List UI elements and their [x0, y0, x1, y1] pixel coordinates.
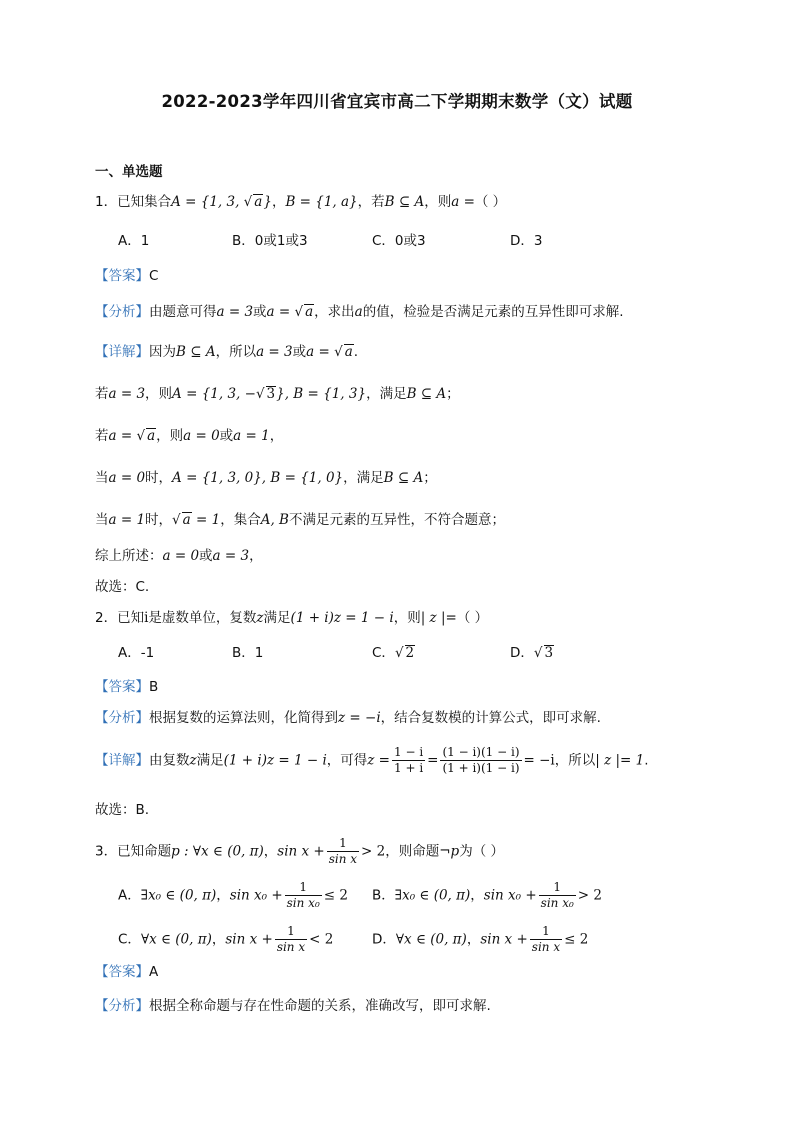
q1-option-a: A．1: [118, 233, 150, 249]
q2-stem-text: 2．已知: [95, 610, 145, 626]
q3-option-a-den: sin x₀: [286, 896, 320, 910]
q3-option-a: [118, 880, 348, 911]
q3-option-d-fraction: [530, 924, 562, 955]
q2-detail-text-2: 满足: [196, 752, 224, 769]
q3-answer-value: A: [149, 964, 159, 980]
q1-summary-eq2: a = 3: [212, 548, 250, 564]
q1-case2-eq3: a = 1: [233, 428, 270, 444]
q2-analysis: [95, 708, 601, 728]
q1-case3-text: 当: [95, 470, 109, 486]
q3-option-c-quant: ∀x ∈ (0, π): [140, 931, 212, 948]
sqrt-icon: √: [136, 428, 146, 444]
q2-absz: | z |=: [420, 610, 457, 626]
section-heading: 一、单选题: [95, 164, 163, 180]
q3-option-d-label: D．: [372, 931, 396, 948]
q2-analysis-eq: z = −i: [338, 710, 381, 726]
q2-fraction-2-num: (1 − i)(1 − i): [442, 745, 520, 759]
q1-detail-eq1: a = 3: [256, 344, 293, 360]
q1-case-1: [95, 384, 460, 404]
q3-expr: sin x +: [277, 843, 325, 860]
q1-detail-subset: B ⊆ A: [176, 344, 216, 360]
q1-case4-text: 当: [95, 512, 109, 528]
q1-stem: [95, 192, 506, 212]
q1-option-c: C．0或3: [372, 233, 426, 249]
q3-fraction-den: sin x: [328, 852, 358, 866]
q2-fraction-1: [392, 745, 425, 776]
q3-option-b-quant: ∃x₀ ∈ (0, π): [394, 887, 471, 904]
q1-option-b: B．0或1或3: [232, 233, 308, 249]
q3-option-a-sep: ，: [216, 887, 230, 904]
q3-option-a-label: A．: [118, 887, 141, 904]
q2-fraction-1-num: 1 − i: [394, 745, 424, 759]
q2-analysis-text: 根据复数的运算法则，化简得到: [149, 710, 338, 726]
q1-case4-text-2: 时，: [145, 512, 173, 528]
q1-detail: [95, 342, 358, 362]
q1-set-b: B = {1, a}: [285, 194, 358, 210]
answer-label: 【答案】: [95, 964, 149, 980]
q1-choose: 故选：C.: [95, 579, 150, 595]
q1-detail-text: 因为: [149, 344, 176, 360]
q2-answer-value: B: [149, 679, 159, 695]
q3-option-d-num: 1: [530, 924, 562, 940]
q2-option-d-label: D．: [510, 645, 534, 661]
q2-option-d-value: 3: [544, 645, 554, 661]
sqrt-icon: √: [294, 304, 304, 320]
q2-detail-text: 由复数: [149, 752, 190, 769]
q3-option-c-label: C．: [118, 931, 141, 948]
q1-case-4: [95, 510, 505, 530]
q1-sep: ，: [271, 194, 286, 210]
q3-stem-sep: ，: [263, 843, 278, 860]
q3-option-d-sep: ，: [466, 931, 481, 948]
q1-detail-or: 或: [292, 344, 307, 360]
q3-option-d-expr: sin x +: [480, 931, 528, 948]
q2-choose: 故选：B.: [95, 802, 150, 818]
q2-result: = −i: [523, 752, 555, 769]
q2-stem: [95, 608, 488, 628]
q1-detail-sqrt: a: [344, 344, 353, 360]
sqrt-icon: √: [533, 645, 543, 661]
q2-i: i: [144, 610, 149, 626]
q3-option-c-fraction: [275, 924, 307, 955]
detail-label: 【详解】: [95, 752, 149, 769]
q3-option-b-expr: sin x₀ +: [483, 887, 537, 904]
q1-option-d: D．3: [510, 233, 543, 249]
q3-option-b-rel: > 2: [577, 887, 602, 904]
q1-case2-text: 若: [95, 428, 109, 444]
q3-option-c-num: 1: [275, 924, 307, 940]
q1-case4-text-4: 不满足元素的互异性，不符合题意；: [288, 512, 505, 528]
q1-case2-or: 或: [219, 428, 234, 444]
sqrt-icon: √: [334, 344, 343, 360]
q1-analysis: [95, 302, 624, 322]
q1-stem-text-3: ，则: [424, 194, 452, 210]
q2-option-c: [372, 643, 415, 663]
q3-analysis: [95, 996, 491, 1016]
q2-detail-z: z: [189, 752, 197, 769]
q2-answer: [95, 677, 158, 697]
q3-option-a-quant: ∃x₀ ∈ (0, π): [140, 887, 217, 904]
q1-analysis-or: 或: [253, 304, 267, 320]
q3-option-a-rel: ≤ 2: [323, 887, 348, 904]
q2-blank: （ ）: [456, 610, 489, 626]
q1-case1-sqrt: 3: [266, 386, 276, 402]
q1-set-a: A = {1, 3,: [171, 194, 244, 210]
q1-sqrt-a: a: [254, 194, 263, 210]
q2-detail-z2: z =: [367, 752, 390, 769]
q3-analysis-text: 根据全称命题与存在性命题的关系，准确改写，即可求解.: [149, 998, 491, 1014]
q3-option-d-rel: ≤ 2: [564, 931, 589, 948]
q3-option-c: [118, 924, 333, 955]
q1-summary: [95, 546, 263, 566]
q3-rel: > 2: [361, 843, 386, 860]
q1-case3-eq: a = 0: [108, 470, 146, 486]
q1-ask: a =: [451, 194, 475, 210]
q2-option-b: B．1: [232, 645, 264, 661]
q3-option-c-sep: ，: [211, 931, 226, 948]
q1-detail-eq2: a =: [306, 344, 335, 360]
q2-detail-text-4: ，所以: [554, 752, 596, 769]
q1-case2-text-2: ，则: [156, 428, 184, 444]
q1-case3-subset: B ⊆ A: [383, 470, 424, 486]
q1-case2-end: ，: [269, 428, 284, 444]
q2-option-c-value: 2: [405, 645, 415, 661]
q1-case1-sets-2: }, B = {1, 3}: [276, 386, 367, 402]
q1-subset: B ⊆ A: [384, 194, 425, 210]
q1-summary-eq1: a = 0: [162, 548, 200, 564]
q1-case1-subset: B ⊆ A: [406, 386, 447, 402]
page-title: 2022-2023学年四川省宜宾市高二下学期期末数学（文）试题: [161, 92, 633, 111]
q2-option-a: A．-1: [118, 645, 155, 661]
q3-option-b: [372, 880, 602, 911]
q1-case3-text-2: 时，: [145, 470, 173, 486]
answer-label: 【答案】: [95, 679, 149, 695]
q1-case-2: [95, 426, 283, 446]
q1-case4-sqrt: a: [182, 512, 191, 528]
q1-case3-sets: A = {1, 3, 0}, B = {1, 0}: [172, 470, 344, 486]
q3-prop: p : ∀x ∈ (0, π): [171, 843, 264, 860]
q3-stem-text: 3．已知命题: [95, 843, 172, 860]
q3-option-c-rel: < 2: [309, 931, 334, 948]
q3-stem-text-3: ，则命题: [385, 843, 440, 860]
q3-option-c-den: sin x: [276, 940, 306, 954]
q1-detail-end: .: [353, 344, 359, 360]
q1-analysis-var: a: [354, 304, 363, 320]
q3-option-b-fraction: [539, 880, 576, 911]
sqrt-icon: √: [255, 386, 265, 402]
q1-blank: （ ）: [474, 194, 507, 210]
q1-case3-end: ；: [423, 470, 437, 486]
q1-summary-end: ，: [249, 548, 263, 564]
q2-detail-text-3: ，可得: [326, 752, 368, 769]
q2-stem-text-4: ，则: [393, 610, 421, 626]
q2-detail-end: .: [644, 752, 649, 769]
q3-option-a-num: 1: [285, 880, 322, 896]
q1-detail-text-2: ，所以: [215, 344, 257, 360]
q1-case2-eq2: a = 0: [183, 428, 220, 444]
q3-option-d-quant: ∀x ∈ (0, π): [395, 931, 467, 948]
q1-case2-sqrt: a: [147, 428, 156, 444]
q1-summary-or: 或: [199, 548, 213, 564]
q3-option-c-expr: sin x +: [225, 931, 273, 948]
q3-option-b-num: 1: [539, 880, 576, 896]
q1-case4-ab: A, B: [260, 512, 289, 528]
q1-case1-text: 若: [95, 386, 109, 402]
q1-case4-text-3: ，集合: [220, 512, 261, 528]
q3-stem: [95, 836, 504, 867]
sqrt-icon: √: [243, 194, 253, 210]
q3-option-b-den: sin x₀: [540, 896, 574, 910]
q2-detail: [95, 745, 649, 776]
q2-detail-abs: | z |= 1: [595, 752, 645, 769]
q3-option-b-label: B．: [372, 887, 395, 904]
q3-neg: ¬p: [439, 843, 460, 860]
q1-case-3: [95, 468, 437, 488]
detail-label: 【详解】: [95, 344, 149, 360]
q1-case3-text-3: ，满足: [343, 470, 384, 486]
q1-summary-text: 综上所述：: [95, 548, 163, 564]
q2-fraction-2-den: (1 + i)(1 − i): [442, 761, 520, 775]
q3-option-a-fraction: [285, 880, 322, 911]
analysis-label: 【分析】: [95, 304, 149, 320]
q1-answer: [95, 266, 158, 286]
q1-stem-text: 1．已知集合: [95, 194, 172, 210]
q1-analysis-sqrt: a: [305, 304, 314, 320]
q2-option-d: [510, 643, 554, 663]
q1-analysis-eq2: a =: [266, 304, 295, 320]
q2-eq: (1 + i)z = 1 − i: [290, 610, 394, 626]
q1-analysis-text-2: ，求出: [314, 304, 355, 320]
answer-label: 【答案】: [95, 268, 149, 284]
sqrt-icon: √: [172, 512, 181, 528]
q2-analysis-text-2: ，结合复数模的计算公式，即可求解.: [380, 710, 601, 726]
q3-answer: [95, 962, 158, 982]
q1-stem-text-2: ，若: [357, 194, 385, 210]
q1-case1-text-2: ，则: [145, 386, 173, 402]
q2-stem-text-3: 满足: [263, 610, 291, 626]
analysis-label: 【分析】: [95, 998, 149, 1014]
q1-case4-eq2: = 1: [191, 512, 221, 528]
q1-case1-text-3: ，满足: [366, 386, 407, 402]
q2-detail-eq: (1 + i)z = 1 − i: [223, 752, 327, 769]
q3-option-d-den: sin x: [531, 940, 561, 954]
q2-fraction-2: [440, 745, 521, 776]
q2-fraction-1-den: 1 + i: [394, 761, 424, 775]
q3-blank: 为（ ）: [459, 843, 505, 860]
q1-set-a-end: }: [263, 194, 272, 210]
q3-option-b-sep: ，: [470, 887, 484, 904]
sqrt-icon: √: [394, 645, 404, 661]
q1-case1-sets: A = {1, 3,: [172, 386, 245, 402]
q3-fraction-num: 1: [327, 836, 359, 852]
q2-z: z: [256, 610, 264, 626]
q1-analysis-text-3: 的值，检验是否满足元素的互异性即可求解.: [362, 304, 624, 320]
q3-option-d: [372, 924, 588, 955]
q2-stem-text-2: 是虚数单位，复数: [148, 610, 257, 626]
q3-fraction: [327, 836, 359, 867]
q2-eqsign: =: [427, 752, 439, 769]
q3-option-a-expr: sin x₀ +: [229, 887, 283, 904]
q1-answer-value: C: [149, 268, 159, 284]
q2-option-c-label: C．: [372, 645, 395, 661]
q1-case2-eq: a =: [108, 428, 137, 444]
q1-case1-neg: −: [244, 386, 256, 402]
q1-case1-end: ；: [446, 386, 460, 402]
q1-case1-eq: a = 3: [108, 386, 146, 402]
q1-analysis-eq1: a = 3: [216, 304, 254, 320]
q1-case4-eq: a = 1: [108, 512, 146, 528]
q1-analysis-text: 由题意可得: [149, 304, 217, 320]
analysis-label: 【分析】: [95, 710, 149, 726]
